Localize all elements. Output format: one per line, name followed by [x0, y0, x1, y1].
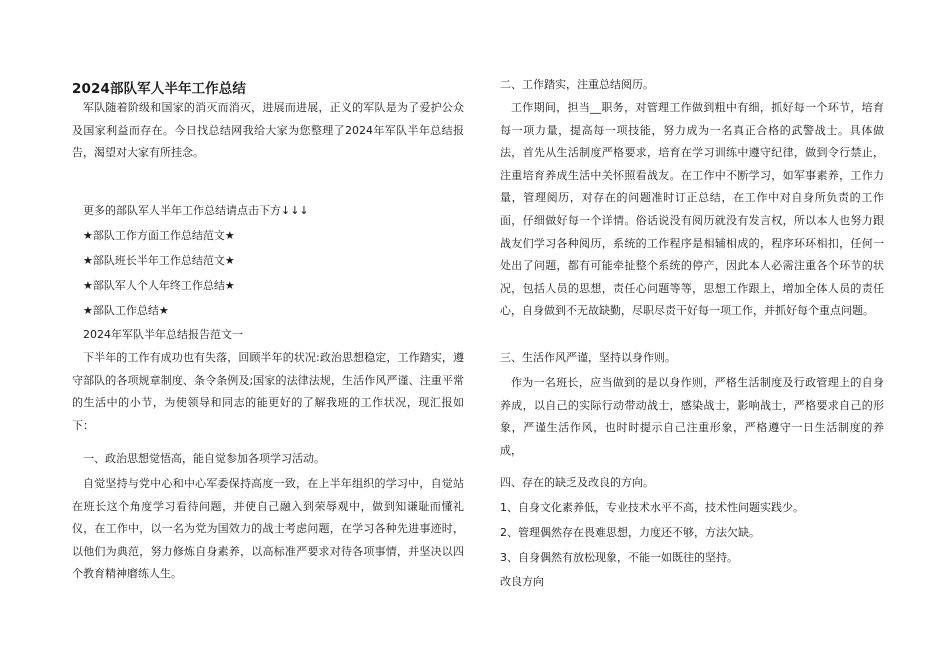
section2-body: 工作期间，担当__职务，对管理工作做到粗中有细，抓好每一个环节，培育每一项力量，提高每一项技能，努力成为一名真正合格的武警战士。具体做法，首先从生活制度严格要求，培育在学习训练中遵守纪律，做到令行禁止，注重培育养成生活中关怀照看战友。在工作中不断学习，如军事素养，工作力量，管理阅历，对存在的问题准时订正总结，在工作中对自身所负责的工作面，仔细做好每一个详情。俗话说没有阅历就没有发言权，所以本人也努力跟战友们学习各种阅历，系统的工作程序是相辅相成的，程序环环相扣，任何一处出了问题，都有可能牵扯整个系统的停产，因此本人必需注重各个环节的状况，包括人员的思想，责任心问题等等，思想工作跟上，增加全体人员的责任心，自身做到不无故缺勤，尽职尽责干好每一项工作，并抓好每个重点问题。 [500, 101, 884, 318]
link-item-3[interactable]: ★部队军人个人年终工作总结★ [83, 279, 235, 292]
link-item-4[interactable]: ★部队工作总结★ [83, 304, 169, 317]
more-links-heading: 更多的部队军人半年工作总结请点击下方↓↓↓ [83, 204, 309, 217]
section2-heading: 二、工作踏实，注重总结阅历。 [500, 78, 654, 91]
section4-heading: 四、存在的缺乏及改良的方向。 [500, 476, 654, 489]
link-item-2[interactable]: ★部队班长半年工作总结范文★ [83, 254, 235, 267]
section3-heading: 三、生活作风严谨，坚持以身作则。 [500, 351, 676, 364]
shortcoming-item-3: 3、自身偶然有放松现象，不能一如既往的坚持。 [500, 551, 738, 564]
link-item-1[interactable]: ★部队工作方面工作总结范文★ [83, 229, 235, 242]
summary-paragraph: 下半年的工作有成功也有失落，回顾半年的状况:政治思想稳定，工作踏实，遵守部队的各项规章制度、条令条例及;国家的法律法规，生活作风严谨、注重平常的生活中的小节，为使领导和同志的能更好的了解我班的工作状况，现汇报如下： [72, 351, 464, 432]
shortcoming-item-1: 1、自身文化素养低，专业技术水平不高，技术性问题实践少。 [500, 501, 804, 514]
improvement-heading: 改良方向 [500, 575, 544, 588]
shortcoming-item-2: 2、管理偶然存在畏难思想，力度还不够，方法欠缺。 [500, 526, 760, 539]
section1-heading: 一、政治思想觉悟高，能自觉参加各项学习活动。 [83, 452, 325, 465]
document-title: 2024部队军人半年工作总结 [72, 81, 246, 97]
section1-body: 自觉坚持与党中心和中心军委保持高度一致，在上半年组织的学习中，自觉站在班长这个角度学习看待问题，并使自己融入到荣辱观中，做到知谦耻而懂礼仪，在工作中，以一名为党为国效力的战士考虑问题，在学习各种先进事迹时，以他们为典范，努力修炼自身素养，以高标准严要求对待各项事情，并坚决以四个教育精神磨练人生。 [72, 477, 464, 581]
intro-paragraph: 军队随着阶级和国家的消灭而消灭，进展而进展，正义的军队是为了爱护公众及国家利益而存在。今日找总结网我给大家为您整理了2024年军队半年总结报告，渴望对大家有所挂念。 [72, 101, 464, 160]
sample-title: 2024年军队半年总结报告范文一 [83, 328, 243, 341]
section3-body: 作为一名班长，应当做到的是以身作则，严格生活制度及行政管理上的自身养成，以自己的实际行动带动战士，感染战士，影响战士，严格要求自己的形象，严谨生活作风，也时时提示自己注重形象，严格遵守一日生活制度的养成， [500, 376, 884, 457]
